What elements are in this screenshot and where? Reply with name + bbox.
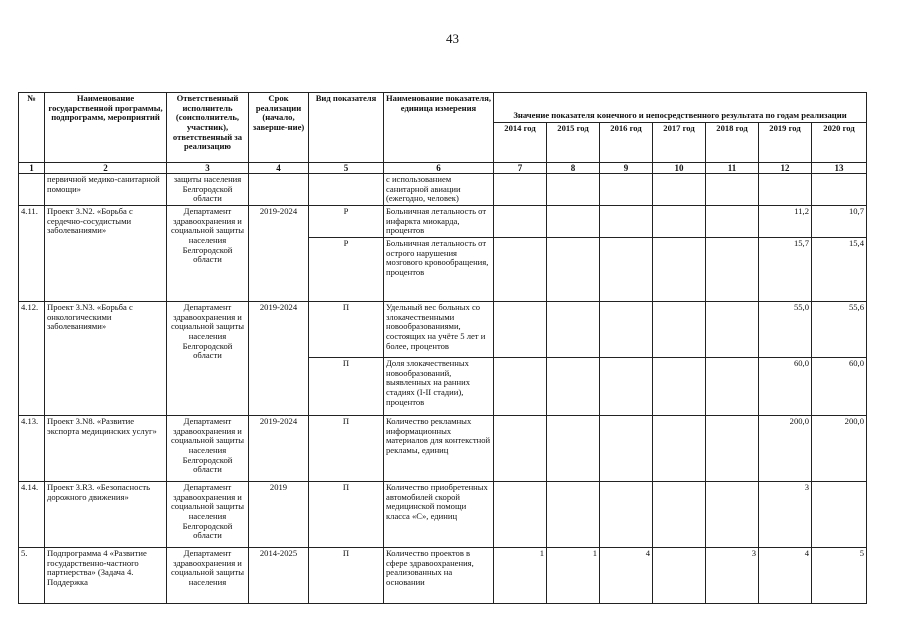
row-value: 5 — [812, 548, 867, 604]
row-value — [494, 416, 547, 482]
row-value: 10,7 — [812, 206, 867, 238]
row-value — [547, 358, 600, 416]
row-term: 2019 — [249, 482, 309, 548]
indicators-table — [18, 92, 867, 604]
row-value — [706, 358, 759, 416]
row-number: 4.12. — [19, 302, 45, 416]
row-value — [653, 482, 706, 548]
row-responsible: Департамент здравоохранения и социальной защиты населения Белгородской области — [167, 416, 249, 482]
row-value — [600, 206, 653, 238]
row-value — [600, 482, 653, 548]
table-row — [19, 482, 867, 548]
row-number: 5. — [19, 548, 45, 604]
row-value — [494, 174, 547, 206]
row-indicator: с использованием санитарной авиации (ежегодно, человек) — [384, 174, 494, 206]
row-value: 11,2 — [759, 206, 812, 238]
row-value — [547, 238, 600, 302]
row-value — [494, 206, 547, 238]
row-value — [653, 416, 706, 482]
row-value: 55,0 — [759, 302, 812, 358]
row-name: Проект 3.N2. «Борьба с сердечно-сосудистыми заболеваниями» — [45, 206, 167, 302]
row-kind: П — [309, 416, 384, 482]
row-value: 15,4 — [812, 238, 867, 302]
row-value — [812, 174, 867, 206]
row-value — [494, 482, 547, 548]
row-indicator: Количество проектов в сфере здравоохранения, реализованных на основании — [384, 548, 494, 604]
row-number: 4.13. — [19, 416, 45, 482]
row-value: 15,7 — [759, 238, 812, 302]
table-row — [19, 302, 867, 358]
row-value — [706, 238, 759, 302]
column-number: 2 — [45, 163, 167, 174]
header-year: 2020 год — [812, 123, 867, 163]
row-value — [600, 238, 653, 302]
column-number: 13 — [812, 163, 867, 174]
row-name: Подпрограмма 4 «Развитие государственно-частного партнерства» (Задача 4. Поддержка — [45, 548, 167, 604]
row-value — [653, 238, 706, 302]
column-number: 1 — [19, 163, 45, 174]
row-indicator: Доля злокачественных новообразований, выявленных на ранних стадиях (I-II стадии), процентов — [384, 358, 494, 416]
column-number: 3 — [167, 163, 249, 174]
row-value — [706, 302, 759, 358]
column-number: 5 — [309, 163, 384, 174]
row-responsible: Департамент здравоохранения и социальной защиты населения — [167, 548, 249, 604]
row-value — [600, 174, 653, 206]
column-number: 10 — [653, 163, 706, 174]
row-value — [706, 174, 759, 206]
header-year: 2018 год — [706, 123, 759, 163]
row-value: 1 — [494, 548, 547, 604]
row-number: 4.14. — [19, 482, 45, 548]
header-year: 2019 год — [759, 123, 812, 163]
row-kind: П — [309, 358, 384, 416]
row-name: Проект 3.N3. «Борьба с онкологическими заболеваниями» — [45, 302, 167, 416]
table-row — [19, 548, 867, 604]
row-kind — [309, 174, 384, 206]
header-values-group: Значение показателя конечного и непосредственного результата по годам реализации — [494, 93, 867, 123]
row-value: 200,0 — [759, 416, 812, 482]
row-kind: Р — [309, 206, 384, 238]
row-value — [547, 302, 600, 358]
row-value — [547, 416, 600, 482]
row-value — [653, 206, 706, 238]
header-name: Наименование государственной программы, подпрограмм, мероприятий — [45, 93, 167, 163]
row-name: Проект 3.R3. «Безопасность дорожного движения» — [45, 482, 167, 548]
row-value — [547, 206, 600, 238]
column-number: 9 — [600, 163, 653, 174]
row-value — [706, 206, 759, 238]
row-number: 4.11. — [19, 206, 45, 302]
header-kind: Вид показателя — [309, 93, 384, 163]
row-value: 3 — [759, 482, 812, 548]
row-value — [494, 238, 547, 302]
table-row — [19, 416, 867, 482]
header-year: 2014 год — [494, 123, 547, 163]
row-value — [706, 482, 759, 548]
row-term: 2014-2025 — [249, 548, 309, 604]
row-value: 4 — [600, 548, 653, 604]
row-number — [19, 174, 45, 206]
row-kind: П — [309, 548, 384, 604]
row-value: 55,6 — [812, 302, 867, 358]
row-term: 2019-2024 — [249, 206, 309, 302]
row-value — [812, 482, 867, 548]
row-value — [653, 548, 706, 604]
row-value — [600, 302, 653, 358]
column-number: 8 — [547, 163, 600, 174]
row-value: 200,0 — [812, 416, 867, 482]
row-value — [547, 174, 600, 206]
row-value — [653, 174, 706, 206]
row-value — [494, 302, 547, 358]
column-number: 4 — [249, 163, 309, 174]
row-term: 2019-2024 — [249, 416, 309, 482]
column-number: 6 — [384, 163, 494, 174]
row-value: 1 — [547, 548, 600, 604]
row-term — [249, 174, 309, 206]
row-value — [547, 482, 600, 548]
table-row — [19, 174, 867, 206]
row-responsible: Департамент здравоохранения и социальной защиты населения Белгородской области — [167, 482, 249, 548]
row-name: первичной медико-санитарной помощи» — [45, 174, 167, 206]
row-name: Проект 3.N8. «Развитие экспорта медицинских услуг» — [45, 416, 167, 482]
row-value — [494, 358, 547, 416]
row-value: 3 — [706, 548, 759, 604]
row-responsible: Департамент здравоохранения и социальной защиты населения Белгородской области — [167, 206, 249, 302]
row-kind: Р — [309, 238, 384, 302]
row-value — [600, 358, 653, 416]
row-kind: П — [309, 302, 384, 358]
header-term: Срок реализации (начало, заверше-ние) — [249, 93, 309, 163]
header-indicator: Наименование показателя, единица измерения — [384, 93, 494, 163]
row-indicator: Удельный вес больных со злокачественными новообразованиями, состоящих на учёте 5 лет и более, процентов — [384, 302, 494, 358]
row-value — [653, 358, 706, 416]
header-responsible: Ответственный исполнитель (соисполнитель, участник), ответственный за реализацию — [167, 93, 249, 163]
column-number: 7 — [494, 163, 547, 174]
header-no: № — [19, 93, 45, 163]
row-value: 4 — [759, 548, 812, 604]
row-value — [759, 174, 812, 206]
row-responsible: защиты населения Белгородской области — [167, 174, 249, 206]
row-indicator: Количество приобретенных автомобилей скорой медицинской помощи класса «С», единиц — [384, 482, 494, 548]
page-number: 43 — [446, 31, 459, 46]
row-value — [653, 302, 706, 358]
row-indicator: Количество рекламных информационных материалов для контекстной рекламы, единиц — [384, 416, 494, 482]
row-kind: П — [309, 482, 384, 548]
header-year: 2016 год — [600, 123, 653, 163]
row-value: 60,0 — [759, 358, 812, 416]
row-value: 60,0 — [812, 358, 867, 416]
row-indicator: Больничная летальность от инфаркта миокарда, процентов — [384, 206, 494, 238]
column-number: 12 — [759, 163, 812, 174]
row-indicator: Больничная летальность от острого нарушения мозгового кровообращения, процентов — [384, 238, 494, 302]
row-term: 2019-2024 — [249, 302, 309, 416]
header-year: 2015 год — [547, 123, 600, 163]
row-value — [706, 416, 759, 482]
table-row — [19, 206, 867, 238]
row-value — [600, 416, 653, 482]
column-number: 11 — [706, 163, 759, 174]
header-year: 2017 год — [653, 123, 706, 163]
row-responsible: Департамент здравоохранения и социальной защиты населения Белгородской области — [167, 302, 249, 416]
